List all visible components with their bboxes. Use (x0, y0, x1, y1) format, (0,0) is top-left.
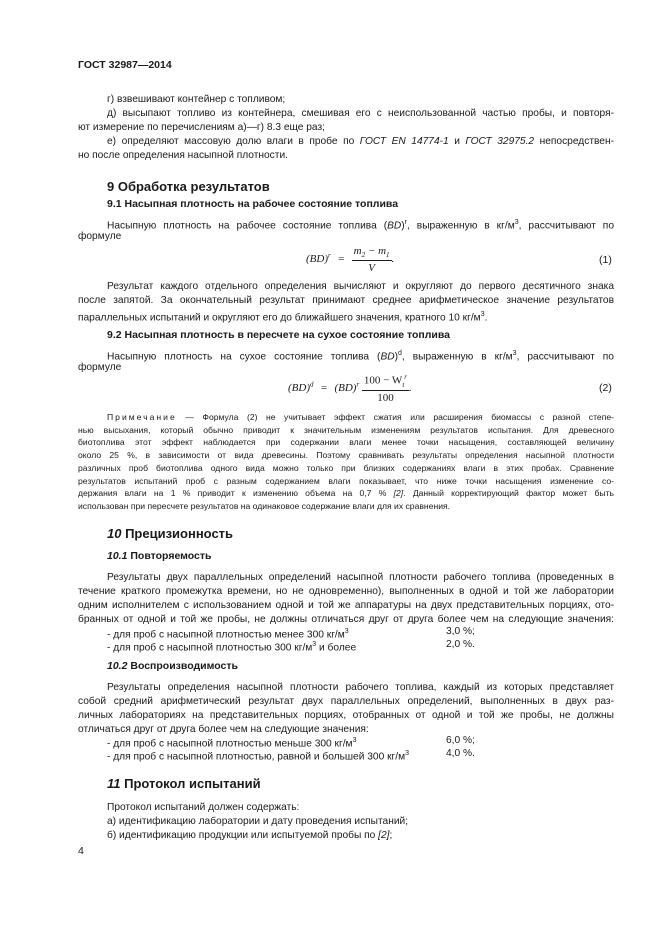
paragraph-9-1-intro-line2: формуле (78, 231, 122, 242)
list-item-d-line1: д) высыпают топливо из контейнера, смешивая его с неиспользованной частью пробы, и повторя- (107, 108, 614, 119)
standard-reference: ГОСТ EN 14774-1 (359, 136, 449, 147)
list-item: - для проб с насыпной плотностью 300 $кг/м^3$ и более (107, 641, 357, 654)
subsection-heading-9-2: 9.2 Насыпная плотность в пересчете на сухое состояние топлива (107, 329, 450, 341)
paragraph-10-1-line3: одним исполнителем с использованием одной и той же аппаратуры на двух представительных порциях, ото- (78, 600, 614, 611)
list-item-value: 4,0 %. (446, 748, 475, 759)
subsection-heading-10-1: 10.1 Повторяемость (107, 550, 212, 562)
formula-2: (BD)$^d$ = (BD)$^r$ $\frac{100 - W_t^r}{100}$ . (288, 373, 412, 404)
note-line4: около 25 %, в зависимости от вида древесины. Поэтому сравнивать результаты определения насыпной плотности (78, 450, 614, 460)
paragraph-11-line1: Протокол испытаний должен содержать: (107, 802, 300, 813)
list-item-value: 2,0 %. (446, 639, 475, 650)
note-line5: различных проб биотоплива одного вида можно только при близких содержаниях влаги в этих пробах. Сравнение (78, 463, 614, 473)
equation-number-1: (1) (599, 254, 612, 266)
list-item-value: 6,0 %; (446, 735, 475, 746)
bibliography-reference: [2] (393, 488, 404, 498)
paragraph-10-1-line4: бранных от одной и той же пробы, не должны отличаться друг от друга более чем на следующие значения: (78, 614, 614, 625)
paragraph-10-2-line3: личных лабораториях на представительных порциях, отобранных от одной и той же пробы, не должны (78, 710, 614, 721)
paragraph-10-2-line2: собой средний арифметический результат двух параллельных определений, выполненных в двух раз- (78, 696, 614, 707)
formula-2-fraction: $\frac{100 - W_t^r}{100}$ (363, 373, 407, 404)
note-label: Примечание (107, 412, 177, 422)
list-item-a: а) идентификацию лаборатории и дату проведения испытаний; (107, 816, 409, 827)
subsection-heading-9-1: 9.1 Насыпная плотность на рабочее состояние топлива (107, 198, 399, 210)
paragraph-10-1-line1: Результаты двух параллельных определений насыпной плотности рабочего топлива (проведенных в (107, 572, 614, 583)
list-item: - для проб с насыпной плотностью, равной и большей 300 $кг/м^3$ (107, 750, 409, 763)
list-item-e-line2: но после определения насыпной плотности. (78, 150, 288, 161)
note-line2: нью высыхания, который обычно приводит к значительным изменениям результатов испытания. Для древесного (78, 425, 614, 435)
list-item-g: г) взвешивают контейнер с топливом; (107, 94, 286, 105)
section-heading-11: 11 Протокол испытаний (107, 776, 261, 791)
paragraph-9-1-intro-line1: Насыпную плотность на рабочее состояние топлива (BD)$^r$, выраженную в $кг/м^3$, рассчитывают по (107, 219, 614, 232)
paragraph-9-2-intro-line2: формуле (78, 362, 122, 373)
list-item-value: 3,0 %; (446, 626, 475, 637)
page-number: 4 (78, 845, 84, 857)
paragraph-10-2-line4: отличаться друг от друга более чем на следующие значения: (78, 724, 369, 735)
formula-1-fraction: $\frac{m_2 - m_1}{V}$ (353, 245, 390, 275)
note-line6: результатов испытаний проб с разным содержанием влаги показывает, что ниже точки насыщения изменение со- (78, 476, 614, 486)
list-item-e-line1: е) определяют массовую долю влаги в пробе по ГОСТ EN 14774-1 и ГОСТ 32975.2 непосредствен- (107, 136, 614, 147)
paragraph-9-2-intro-line1: Насыпную плотность на сухое состояние топлива (BD)$^d$, выраженную в $кг/м^3$, рассчитывают по (107, 350, 614, 363)
equation-number-2: (2) (599, 382, 612, 394)
list-item: - для проб с насыпной плотностью меньше 300 $кг/м^3$ (107, 737, 357, 750)
paragraph-10-1-line2: течение краткого промежутка времени, но не одновременно), выполненных в одной и той же лаборатории (78, 586, 614, 597)
paragraph-10-2-line1: Результаты определения насыпной плотности рабочего топлива, каждый из которых представляет (107, 682, 614, 693)
standard-designation: ГОСТ 32987—2014 (78, 59, 172, 71)
paragraph-9-1-result-line3: параллельных испытаний и округляют его до ближайшего значения, кратного 10 $кг/м^3$. (78, 311, 488, 324)
note-line3: биотоплива этот эффект наблюдается при содержании влаги менее точки насыщения, составляющей величину (78, 437, 614, 447)
bibliography-reference: [2] (378, 830, 390, 841)
paragraph-9-1-result-line1: Результат каждого отдельного определения вычисляют и округляют до первого десятичного знака (107, 281, 614, 292)
section-heading-9: 9 Обработка результатов (107, 179, 270, 194)
list-item-b: б) идентификацию продукции или испытуемой пробы по [2]; (107, 830, 393, 841)
section-heading-10: 10 Прецизионность (107, 526, 234, 541)
subsection-heading-10-2: 10.2 Воспроизводимость (107, 660, 238, 672)
list-item: - для проб с насыпной плотностью менее 300 $кг/м^3$ (107, 628, 349, 641)
paragraph-9-1-result-line2: после запятой. За окончательный результат принимают среднее арифметическое значение результатов (78, 295, 614, 306)
note-line1: Примечание — Формула (2) не учитывает эффект сжатия или расширения биомассы с разной степе- (107, 412, 615, 422)
list-item-d-line2: ют измерение по перечислениям а)—г) 8.3 еще раз; (78, 122, 325, 133)
note-line7: держания влаги на 1 % приводит к изменению объема на 0,7 % [2]. Данный корректирующий фактор может быть (78, 488, 614, 498)
standard-reference: ГОСТ 32975.2 (465, 136, 535, 147)
note-line8: использован при пересчете результатов на одинаковое содержание влаги для их сравнения. (78, 501, 451, 511)
formula-1: (BD)$^r$ = $\frac{m_2 - m_1}{V}$ . (306, 245, 395, 275)
